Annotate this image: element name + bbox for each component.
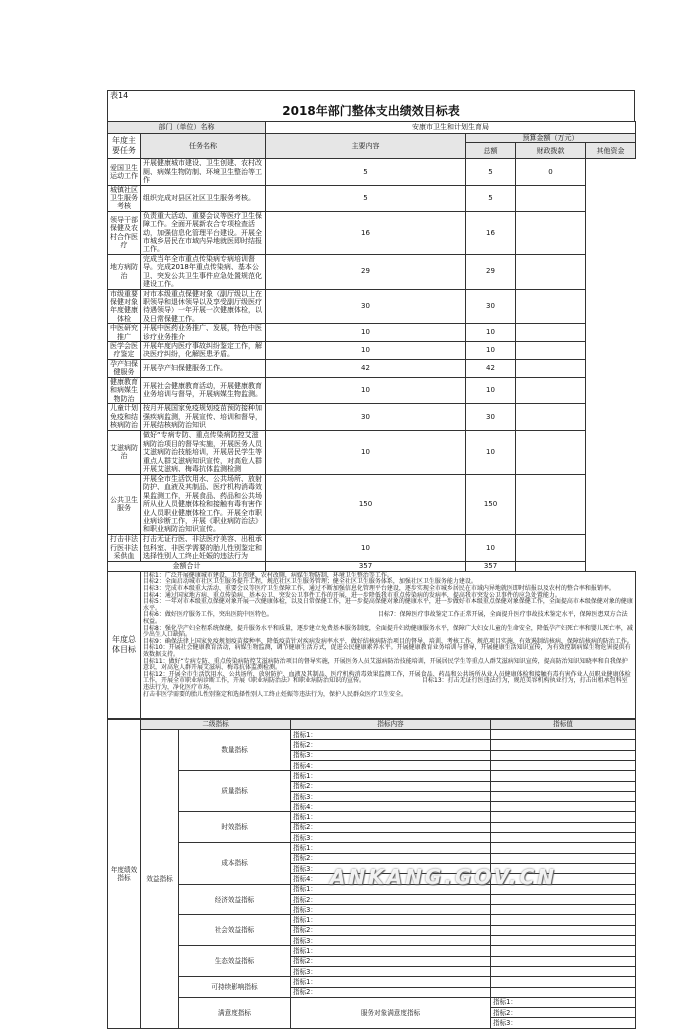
indicator-cost: 成本指标 xyxy=(179,843,291,884)
task-content: 完成当年全市重点传染病专病培训督导。完成2018年重点传染病、基本公卫、突发公共卫生事件应急处置规范化建设工作。 xyxy=(141,254,266,289)
task-other xyxy=(516,185,586,211)
task-name: 儿童计划免疫和结核病防治 xyxy=(108,403,141,430)
task-other xyxy=(516,254,586,289)
indicator-ecological: 生态效益指标 xyxy=(179,946,291,977)
task-other xyxy=(516,359,586,377)
task-other xyxy=(516,534,586,561)
task-other xyxy=(516,474,586,534)
task-row xyxy=(108,185,636,211)
task-row xyxy=(108,254,636,289)
annual-goals xyxy=(141,571,636,718)
page-title: 2018年部门整体支出绩效目标表 xyxy=(107,101,635,121)
task-fiscal: 10 xyxy=(466,430,516,474)
indicator-value xyxy=(491,977,636,987)
goal-item: 目标1：广泛开展健康城市建设，卫生创建，农村改厕，病媒生物防制，环境卫生整治等工作。 xyxy=(143,571,393,579)
indicator-item: 指标4： xyxy=(291,874,491,884)
task-other xyxy=(516,324,586,342)
indicator-value xyxy=(491,925,636,935)
task-total: 16 xyxy=(266,211,466,254)
task-fiscal: 10 xyxy=(466,377,516,403)
task-name-col: 任务名称 xyxy=(141,134,266,159)
indicator-item: 指标2： xyxy=(291,894,491,904)
task-fiscal: 10 xyxy=(466,341,516,359)
tasks-label: 年度主要任务 xyxy=(108,134,141,159)
dept-value: 安康市卫生和计划生育局 xyxy=(266,122,636,134)
task-row xyxy=(108,534,636,561)
task-row xyxy=(108,289,636,324)
indicator-economic: 经济效益指标 xyxy=(179,884,291,915)
task-content: 打击无证行医、非法医疗美容、出租承包科室、非医学需要的胎儿性别鉴定和选择性别人工终止妊娠的违法行为 xyxy=(141,534,266,561)
task-other: 0 xyxy=(516,159,586,185)
goal-item: 目标3：完成市本级重大活动、重要会议等医疗卫生保障工作，通过不断加强信息化管理平台建设，逐步实现全市城乡居民在市域内异地就医即时结报以及农村的整合率和报销率。 xyxy=(143,585,615,592)
indicator-social: 社会效益指标 xyxy=(179,915,291,946)
indicator-item: 指标2： xyxy=(291,987,491,997)
indicator-item: 指标1： xyxy=(291,812,491,822)
task-other xyxy=(516,211,586,254)
goal-item: 目标2：全面启动城市社区卫生服务提升工程，规范社区卫生服务管理；健全社区卫生服务体系，加强社区卫生服务能力建设。 xyxy=(143,578,477,586)
indicator-item: 指标2： xyxy=(291,822,491,832)
goal-item: 目标4：通过国家地方病、重点传染病、基本公卫、突发公卫事件工作的开展，进一步降低我市重点传染病的发病率，提高我市突发公卫事件的应急处置能力。 xyxy=(143,591,561,599)
task-total: 5 xyxy=(266,159,466,185)
task-content: 做好“专病专防、重点传染病防控艾滋病防治项目的督导实施，开展医务人员艾滋病防治技能培训，开展居民学生等重点人群艾滋病知识宣传，对高危人群开展艾滋病、梅毒抗体监测检测 xyxy=(141,430,266,474)
task-fiscal: 42 xyxy=(466,359,516,377)
indicator-item: 指标3： xyxy=(291,966,491,976)
indicator-item: 指标1： xyxy=(291,884,491,894)
indicator-item: 指标2： xyxy=(291,956,491,966)
perf-label: 年度绩效指标 xyxy=(108,719,141,1028)
indicator-value xyxy=(491,781,636,791)
task-total: 10 xyxy=(266,324,466,342)
indicator-item: 指标2： xyxy=(291,781,491,791)
task-fiscal: 30 xyxy=(466,403,516,430)
indicator-value xyxy=(491,915,636,925)
indicator-item: 指标3： xyxy=(291,936,491,946)
indicator-item: 指标3： xyxy=(291,863,491,873)
indicator-item: 指标2： xyxy=(291,853,491,863)
indicator-item: 指标3： xyxy=(291,750,491,760)
indicator-timeliness: 时效指标 xyxy=(179,812,291,843)
indicator-value xyxy=(491,771,636,781)
task-name: 中医研究推广 xyxy=(108,324,141,342)
total-other xyxy=(516,561,586,571)
indicator-item: 指标1： xyxy=(291,843,491,853)
task-total: 10 xyxy=(266,430,466,474)
goal-item: 目标5：一年对市本级重点保健对象开展一次健康体检，以及日常保健工作，进一步提高保健对象的健康水平，进一步做好市本级重点保健对象保健工作，全面提高市本级保健对象的健康水平。 xyxy=(143,598,633,612)
task-name: 医学会医疗鉴定 xyxy=(108,341,141,359)
task-total: 5 xyxy=(266,185,466,211)
task-content: 组织完成对县区社区卫生服务考核。 xyxy=(141,185,266,211)
indicator-item: 指标1： xyxy=(291,915,491,925)
task-row xyxy=(108,341,636,359)
task-content: 开展年度内医疗事故纠纷鉴定工作，解决医疗纠纷，化解医患矛盾。 xyxy=(141,341,266,359)
task-fiscal: 10 xyxy=(466,324,516,342)
task-name: 打击非法行医非法采供血 xyxy=(108,534,141,561)
indicator-value xyxy=(491,843,636,853)
task-content: 对市本级重点保健对象（副厅级以上在职领导和退休领导以及享受副厅级医疗待遇领导）一年开展一次健康体检，以及日常保健工作。 xyxy=(141,289,266,324)
perf-row xyxy=(108,843,636,853)
total-col: 总额 xyxy=(466,143,516,159)
effect-indicator-label: 效益指标 xyxy=(141,730,179,1029)
task-name: 城镇社区卫生服务考核 xyxy=(108,185,141,211)
task-row xyxy=(108,430,636,474)
goals-label: 年度总体目标 xyxy=(108,571,141,718)
task-total: 10 xyxy=(266,377,466,403)
goal-item: 目标10：开展社会健康教育活动，病媒生物监测，调节健康生活方式，促进公民健康素养水平。开展健康教育业务培训与督导，开展健康生活知识宣传，为有效控制病媒生物危害提供有效数据支持。 xyxy=(143,644,631,658)
indicator-item: 指标3： xyxy=(491,1018,636,1028)
task-row xyxy=(108,474,636,534)
perf-row xyxy=(108,915,636,925)
indicator-item: 指标1： xyxy=(291,771,491,781)
task-total: 29 xyxy=(266,254,466,289)
budget-label: 预算金额（万元） xyxy=(466,134,636,143)
task-other xyxy=(516,289,586,324)
task-name: 艾滋病防治 xyxy=(108,430,141,474)
task-other xyxy=(516,341,586,359)
indicator-value xyxy=(491,956,636,966)
content-col: 主要内容 xyxy=(266,134,466,159)
task-row xyxy=(108,211,636,254)
task-row xyxy=(108,403,636,430)
indicator-value xyxy=(491,936,636,946)
perf-row xyxy=(108,771,636,781)
task-fiscal: 16 xyxy=(466,211,516,254)
indicator-value xyxy=(491,812,636,822)
indicator-item: 指标3： xyxy=(291,905,491,915)
task-content: 开展社会健康教育活动，开展健康教育业务培训与督导，开展病媒生物监测。 xyxy=(141,377,266,403)
indicator-item: 指标4： xyxy=(291,761,491,771)
task-other xyxy=(516,430,586,474)
total-amount: 357 xyxy=(266,561,466,571)
indicator-item: 指标1： xyxy=(291,977,491,987)
goal-item: 打击非医学需要的胎儿性别鉴定和选择性别人工终止妊娠等违法行为，保护人民群众医疗卫生安全。 xyxy=(143,690,408,698)
goal-item: 目标12：开展全市生活饮用水、公共场所、放射防护、血液及其制品、医疗机构消毒效果监测工作，开展食品、药品和公共场所从业人员健康体检和接触有毒有害作业人员职业健康体检工作，开展全市职业病诊断工作，开展《职业病防治法》和职业病防治知识的宣传。 目标13：打击无证行医违法行为，规范美容机构执业行为，打击出租承包科室违法行为，净化医疗市场。 xyxy=(143,670,631,691)
task-name: 地方病防治 xyxy=(108,254,141,289)
task-name: 公共卫生服务 xyxy=(108,474,141,534)
indicator-value xyxy=(491,822,636,832)
task-other xyxy=(516,377,586,403)
fiscal-col: 财政拨款 xyxy=(516,143,586,159)
goal-item: 目标11：做好“专病专防、重点传染病防控艾滋病防治项目的督导实施，开展医务人员艾滋病防治技能培训，开展居民学生等重点人群艾滋病知识宣传，提高防治知识知晓率和自我保护意识，对高危人群开展艾滋病、梅毒抗体监测检测。 xyxy=(143,657,628,672)
total-fiscal: 357 xyxy=(466,561,516,571)
indicator-quality: 质量指标 xyxy=(179,771,291,812)
form-number: 表14 xyxy=(107,90,635,101)
task-fiscal: 5 xyxy=(466,159,516,185)
indicator-item: 指标1： xyxy=(291,730,491,740)
indicator-value xyxy=(491,946,636,956)
task-row xyxy=(108,324,636,342)
indicator-value xyxy=(491,730,636,740)
goal-item: 目标9：确保法律上国家免疫规划疫苗接种率，降低疫苗针对疾病发病率水平，做好结核病防治项目的督导、培训、考核工作，规范项目实施，有效遏制结核病，保障结核病的防治工作。 xyxy=(143,637,633,645)
task-content: 负责重大活动、重要会议等医疗卫生保障工作。全面开展新农合专项检查活动，加强信息化管理平台建设。开展全市城乡居民在市域内异地就医即时结报工作。 xyxy=(141,211,266,254)
total-label: 金额合计 xyxy=(108,561,266,571)
indicator-sustainable: 可持续影响指标 xyxy=(179,977,291,998)
perf-row xyxy=(108,946,636,956)
indicator-item: 指标2： xyxy=(491,1008,636,1018)
indicator-value xyxy=(491,791,636,801)
indicator-item: 指标3： xyxy=(291,791,491,801)
task-fiscal: 30 xyxy=(466,289,516,324)
task-content: 开展全市生活饮用水、公共场所、放射防护、血液及其制品、医疗机构消毒效果监测工作，开展食品、药品和公共场所从业人员健康体检和接触有毒有害作业人员职业健康体检工作。开展全市职业病诊断工作，开展《职业病防治法》和职业病防治知识宣传。 xyxy=(141,474,266,534)
indicator-value xyxy=(491,905,636,915)
indicator-item: 指标4： xyxy=(291,802,491,812)
indicator-value xyxy=(491,802,636,812)
indicator-value xyxy=(491,740,636,750)
watermark: ANKANG.GOV.CN xyxy=(330,865,558,889)
indicator-item: 指标1： xyxy=(491,997,636,1007)
indicator-quantity: 数量指标 xyxy=(179,730,291,771)
indicator-value xyxy=(491,750,636,760)
perf-row xyxy=(108,812,636,822)
task-name: 爱国卫生运动工作 xyxy=(108,159,141,185)
indicator-item: 指标2： xyxy=(291,925,491,935)
task-row xyxy=(108,359,636,377)
task-row xyxy=(108,377,636,403)
task-row xyxy=(108,159,636,185)
task-name: 市级重要保健对象年度健康体检 xyxy=(108,289,141,324)
task-content: 按月开展国家免疫规划疫苗预防接种加强疾病监测，开展宣传、培训和督导，开展结核病防治知识 xyxy=(141,403,266,430)
other-col: 其他资金 xyxy=(586,143,636,159)
indicator-value xyxy=(491,761,636,771)
task-fiscal: 150 xyxy=(466,474,516,534)
dept-label: 部门（单位）名称 xyxy=(108,122,266,134)
task-total: 150 xyxy=(266,474,466,534)
task-content: 开展中医药业务推广、发展，特色中医诊疗业务推介 xyxy=(141,324,266,342)
indicator-item: 指标1： xyxy=(291,946,491,956)
task-other xyxy=(516,403,586,430)
perf-value-header: 指标值 xyxy=(491,719,636,729)
task-fiscal: 10 xyxy=(466,534,516,561)
task-name: 孕产妇保健服务 xyxy=(108,359,141,377)
indicator-value xyxy=(491,853,636,863)
satisfaction-indicator-label: 满意度指标 xyxy=(179,997,291,1028)
task-name: 健康教育和病媒生物防治 xyxy=(108,377,141,403)
indicator-value xyxy=(491,966,636,976)
task-total: 42 xyxy=(266,359,466,377)
task-fiscal: 29 xyxy=(466,254,516,289)
indicator-item: 指标2： xyxy=(291,740,491,750)
perf-row xyxy=(108,977,636,987)
task-name: 领导干部保健及农村合作医疗 xyxy=(108,211,141,254)
goal-item: 目标8：强化孕产妇全程系统保健，提升服务水平和质量，逐步建立免费基本服务制度，全面提升妇幼健康服务水平，保障广大妇女儿童的生命安全，降低孕产妇死亡率和婴儿死亡率，减少出生人口缺陷。 xyxy=(143,624,633,639)
indicator-item: 指标3： xyxy=(291,833,491,843)
task-fiscal: 5 xyxy=(466,185,516,211)
perf-row xyxy=(108,997,636,1007)
perf-row xyxy=(108,730,636,740)
main-table xyxy=(107,121,636,719)
task-total: 30 xyxy=(266,403,466,430)
task-total: 10 xyxy=(266,341,466,359)
perf-content-header: 指标内容 xyxy=(291,719,491,729)
indicator-service: 服务对象满意度指标 xyxy=(291,997,491,1028)
task-total: 10 xyxy=(266,534,466,561)
indicator-value xyxy=(491,987,636,997)
task-content: 开展健康城市建设、卫生创建、农村改厕、病媒生物防制、环境卫生整治等工作 xyxy=(141,159,266,185)
task-content: 开展孕产妇保健服务工作。 xyxy=(141,359,266,377)
indicator-value xyxy=(491,833,636,843)
goal-item: 目标6：做好医疗服务工作，突出医院中医特色。 目标7：保障医疗事故鉴定工作正常开展，全面提升医疗事故技术鉴定水平，保障医患双方合法权益。 xyxy=(143,611,628,625)
perf-level2-header: 二级指标 xyxy=(141,719,291,729)
indicator-value xyxy=(491,894,636,904)
task-total: 30 xyxy=(266,289,466,324)
